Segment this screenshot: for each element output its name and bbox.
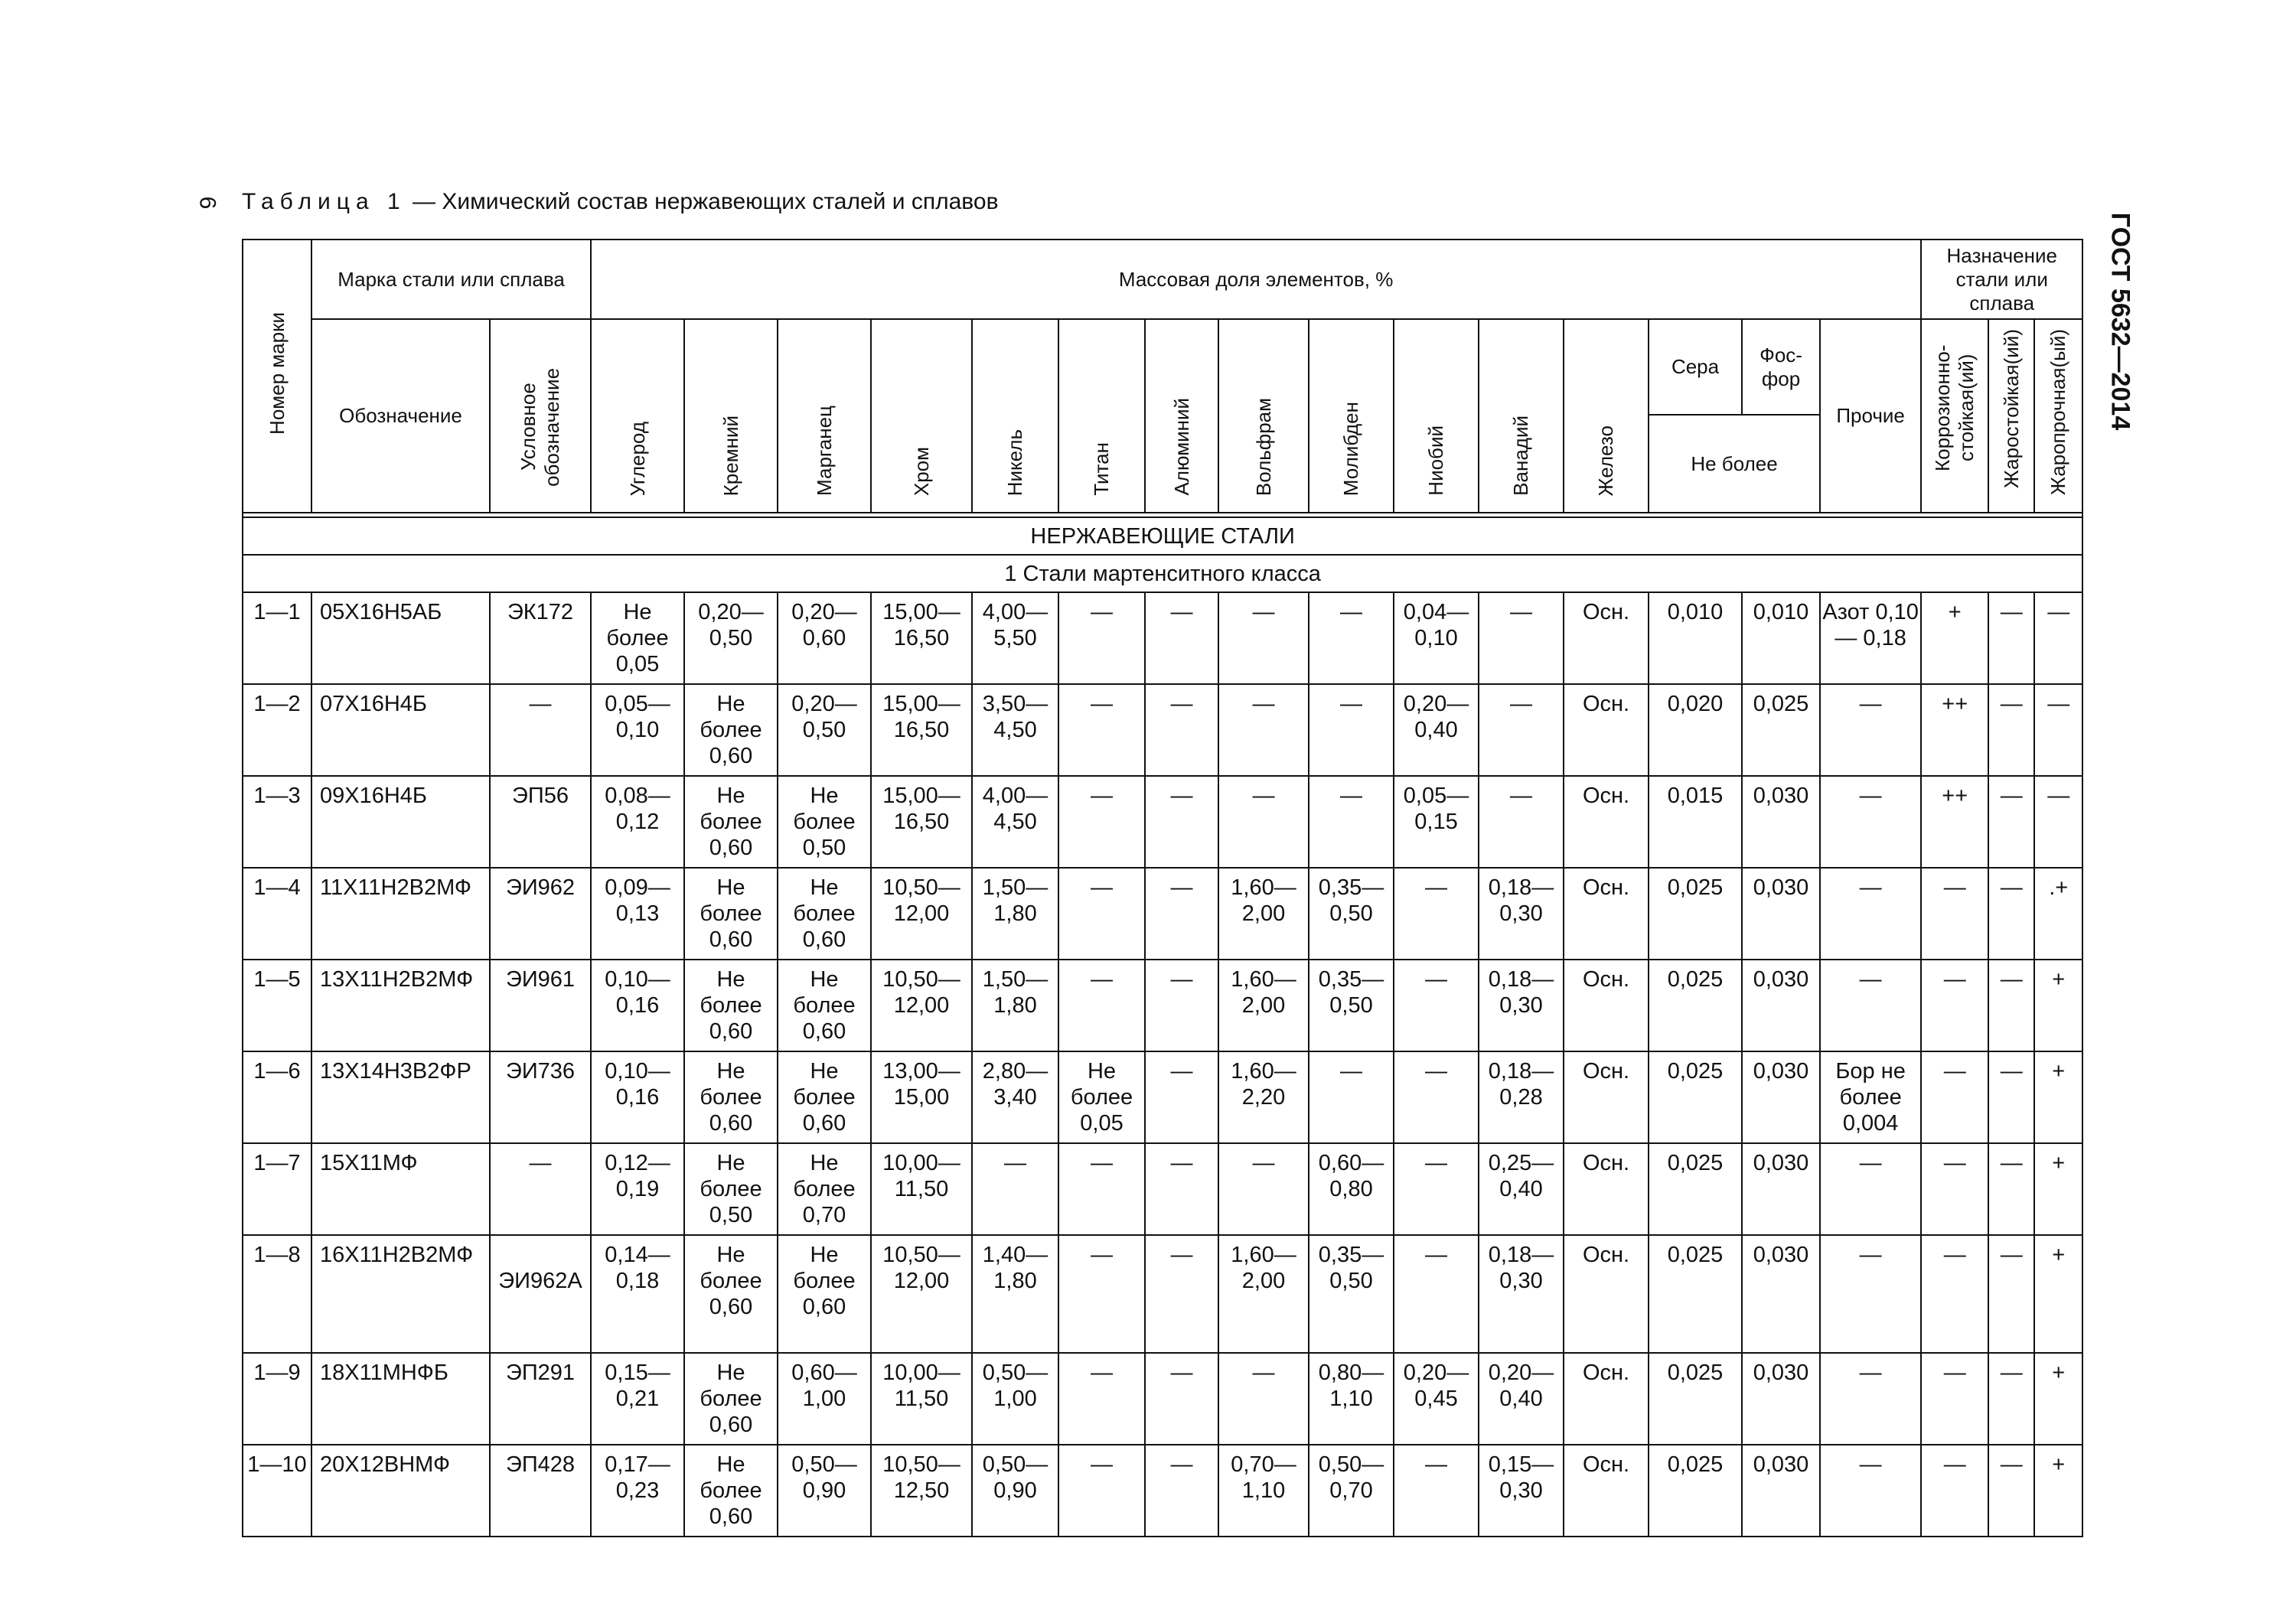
cell-phosphorus: 0,030 [1742,1143,1820,1235]
cell-sulfur: 0,025 [1649,1235,1742,1353]
cell-other: — [1820,1445,1921,1537]
header-designation: Обозначение [311,319,490,513]
cell-grade-designation: 11Х11Н2В2МФ [311,868,490,960]
cell-titanium: — [1058,960,1145,1051]
cell-heat-resistant: — [1988,592,2034,684]
cell-carbon: 0,14— 0,18 [591,1235,684,1353]
cell-vanadium: 0,18— 0,30 [1479,960,1564,1051]
cell-phosphorus: 0,030 [1742,1235,1820,1353]
header-iron: Железо [1564,319,1649,513]
header-phosphorus: Фос-фор [1742,319,1820,415]
cell-titanium: Не более 0,05 [1058,1051,1145,1143]
cell-vanadium: — [1479,592,1564,684]
header-silicon: Кремний [684,319,778,513]
header-manganese: Марганец [778,319,871,513]
cell-grade-number: 1—3 [243,776,311,868]
cell-grade-number: 1—9 [243,1353,311,1445]
cell-vanadium: 0,20— 0,40 [1479,1353,1564,1445]
cell-tungsten: — [1218,592,1309,684]
header-not-more: Не более [1649,415,1820,513]
cell-nickel: 0,50— 1,00 [972,1353,1058,1445]
cell-grade-number: 1—4 [243,868,311,960]
cell-heat-resistant: — [1988,1235,2034,1353]
cell-chromium: 10,50— 12,00 [871,960,972,1051]
header-titanium: Титан [1058,319,1145,513]
cell-grade-designation: 13Х14Н3В2ФР [311,1051,490,1143]
cell-corrosion-resistant: — [1921,1051,1988,1143]
header-sulfur: Сера [1649,319,1742,415]
header-niobium: Ниобий [1394,319,1479,513]
cell-other: — [1820,684,1921,776]
cell-sulfur: 0,025 [1649,960,1742,1051]
cell-heat-resistant: — [1988,1445,2034,1537]
cell-tungsten: 1,60— 2,00 [1218,1235,1309,1353]
cell-aluminium: — [1145,1143,1218,1235]
table-row [243,1235,2082,1353]
table-row [243,684,2082,776]
cell-other: — [1820,1143,1921,1235]
cell-niobium: 0,20— 0,45 [1394,1353,1479,1445]
cell-iron: Осн. [1564,684,1649,776]
cell-tungsten: 0,70— 1,10 [1218,1445,1309,1537]
cell-chromium: 10,50— 12,00 [871,1235,972,1353]
cell-titanium: — [1058,1445,1145,1537]
cell-nickel: 0,50— 0,90 [972,1445,1058,1537]
cell-chromium: 10,00— 11,50 [871,1353,972,1445]
cell-heat-strength: .+ [2034,868,2082,960]
header-aluminium: Алюминий [1145,319,1218,513]
cell-iron: Осн. [1564,1051,1649,1143]
caption-prefix: Таблица 1 [242,189,406,214]
cell-grade-designation: 16Х11Н2В2МФ [311,1235,490,1353]
cell-manganese: 0,20— 0,60 [778,592,871,684]
cell-manganese: 0,60— 1,00 [778,1353,871,1445]
header-other: Прочие [1820,319,1921,513]
page-number: 6 [194,196,220,210]
header-mass-fraction: Массовая доля элементов, % [591,240,1921,319]
cell-iron: Осн. [1564,776,1649,868]
cell-sulfur: 0,025 [1649,1143,1742,1235]
cell-grade-number: 1—6 [243,1051,311,1143]
cell-tungsten: 1,60— 2,20 [1218,1051,1309,1143]
cell-silicon: Не более 0,60 [684,1235,778,1353]
header-code: Условное обозначение [490,319,591,513]
cell-corrosion-resistant: — [1921,960,1988,1051]
cell-sulfur: 0,020 [1649,684,1742,776]
header-chromium: Хром [871,319,972,513]
cell-heat-strength: — [2034,684,2082,776]
header-heat-strength: Жаропрочная(ый) [2034,319,2082,513]
cell-grade-code: ЭП56 [490,776,591,868]
table-row [243,776,2082,868]
cell-niobium: — [1394,1235,1479,1353]
cell-iron: Осн. [1564,868,1649,960]
cell-tungsten: — [1218,776,1309,868]
cell-titanium: — [1058,1353,1145,1445]
cell-grade-code: ЭП428 [490,1445,591,1537]
cell-iron: Осн. [1564,1235,1649,1353]
cell-molybdenum: 0,35— 0,50 [1309,868,1394,960]
cell-vanadium: — [1479,684,1564,776]
cell-grade-designation: 07Х16Н4Б [311,684,490,776]
cell-manganese: 0,50— 0,90 [778,1445,871,1537]
cell-chromium: 10,00— 11,50 [871,1143,972,1235]
table-caption [242,189,999,215]
cell-nickel: 1,40— 1,80 [972,1235,1058,1353]
cell-carbon: 0,12— 0,19 [591,1143,684,1235]
cell-nickel: 4,00— 5,50 [972,592,1058,684]
cell-heat-strength: + [2034,1235,2082,1353]
cell-other: — [1820,1353,1921,1445]
cell-carbon: 0,10— 0,16 [591,1051,684,1143]
cell-grade-number: 1—7 [243,1143,311,1235]
cell-aluminium: — [1145,1235,1218,1353]
cell-chromium: 13,00— 15,00 [871,1051,972,1143]
cell-niobium: — [1394,1445,1479,1537]
cell-vanadium: 0,18— 0,30 [1479,868,1564,960]
cell-heat-strength: + [2034,1051,2082,1143]
cell-carbon: 0,08— 0,12 [591,776,684,868]
chemical-composition-table [242,239,2083,1537]
cell-phosphorus: 0,030 [1742,868,1820,960]
cell-chromium: 15,00— 16,50 [871,776,972,868]
cell-carbon: 0,10— 0,16 [591,960,684,1051]
cell-manganese: Не более 0,60 [778,868,871,960]
cell-grade-designation: 05Х16Н5АБ [311,592,490,684]
cell-tungsten: 1,60— 2,00 [1218,960,1309,1051]
cell-molybdenum: 0,35— 0,50 [1309,1235,1394,1353]
header-corrosion-resistant: Коррозионно-стойкая(ий) [1921,319,1988,513]
cell-silicon: Не более 0,60 [684,1353,778,1445]
cell-titanium: — [1058,1143,1145,1235]
cell-titanium: — [1058,592,1145,684]
cell-silicon: Не более 0,60 [684,960,778,1051]
table-row [243,1143,2082,1235]
cell-aluminium: — [1145,960,1218,1051]
cell-phosphorus: 0,030 [1742,1051,1820,1143]
cell-aluminium: — [1145,1353,1218,1445]
cell-manganese: Не более 0,50 [778,776,871,868]
cell-tungsten: — [1218,684,1309,776]
cell-grade-number: 1—8 [243,1235,311,1353]
cell-iron: Осн. [1564,1353,1649,1445]
cell-corrosion-resistant: — [1921,1143,1988,1235]
cell-silicon: Не более 0,60 [684,776,778,868]
cell-nickel: 1,50— 1,80 [972,868,1058,960]
cell-niobium: — [1394,960,1479,1051]
cell-phosphorus: 0,030 [1742,1445,1820,1537]
cell-silicon: Не более 0,60 [684,1445,778,1537]
cell-grade-number: 1—2 [243,684,311,776]
cell-molybdenum: — [1309,592,1394,684]
cell-heat-strength: + [2034,1445,2082,1537]
cell-heat-resistant: — [1988,776,2034,868]
cell-grade-number: 1—1 [243,592,311,684]
cell-heat-resistant: — [1988,684,2034,776]
cell-sulfur: 0,015 [1649,776,1742,868]
cell-molybdenum: — [1309,684,1394,776]
cell-heat-strength: — [2034,776,2082,868]
cell-carbon: 0,17— 0,23 [591,1445,684,1537]
cell-molybdenum: 0,50— 0,70 [1309,1445,1394,1537]
cell-grade-code: ЭК172 [490,592,591,684]
cell-manganese: Не более 0,60 [778,1051,871,1143]
cell-chromium: 15,00— 16,50 [871,592,972,684]
cell-heat-resistant: — [1988,1353,2034,1445]
cell-sulfur: 0,025 [1649,868,1742,960]
table-body [243,592,2082,1537]
cell-phosphorus: 0,025 [1742,684,1820,776]
cell-silicon: Не более 0,60 [684,1051,778,1143]
header-carbon: Углерод [591,319,684,513]
cell-grade-number: 1—10 [243,1445,311,1537]
header-nickel: Никель [972,319,1058,513]
section-title: НЕРЖАВЕЮЩИЕ СТАЛИ [243,517,2082,555]
cell-manganese: 0,20— 0,50 [778,684,871,776]
cell-grade-code: — [490,684,591,776]
cell-aluminium: — [1145,684,1218,776]
table-row [243,592,2082,684]
cell-grade-designation: 18Х11МНФБ [311,1353,490,1445]
cell-phosphorus: 0,030 [1742,960,1820,1051]
cell-corrosion-resistant: — [1921,1353,1988,1445]
cell-grade-code: ЭП291 [490,1353,591,1445]
cell-chromium: 10,50— 12,00 [871,868,972,960]
cell-grade-code: ЭИ962А [490,1235,591,1353]
cell-tungsten: — [1218,1143,1309,1235]
caption-text: — Химический состав нержавеющих сталей и сплавов [406,189,999,214]
cell-grade-designation: 13Х11Н2В2МФ [311,960,490,1051]
cell-carbon: 0,05— 0,10 [591,684,684,776]
cell-molybdenum: 0,60— 0,80 [1309,1143,1394,1235]
cell-grade-code: ЭИ736 [490,1051,591,1143]
cell-heat-strength: + [2034,1353,2082,1445]
cell-chromium: 10,50— 12,50 [871,1445,972,1537]
cell-vanadium: 0,18— 0,28 [1479,1051,1564,1143]
cell-other: — [1820,868,1921,960]
header-heat-resistant: Жаростойкая(ий) [1988,319,2034,513]
table-row [243,1051,2082,1143]
cell-molybdenum: — [1309,776,1394,868]
subsection-title: 1 Стали мартенситного класса [243,555,2082,592]
cell-niobium: 0,05— 0,15 [1394,776,1479,868]
cell-nickel: 4,00— 4,50 [972,776,1058,868]
cell-phosphorus: 0,010 [1742,592,1820,684]
cell-aluminium: — [1145,592,1218,684]
cell-molybdenum: — [1309,1051,1394,1143]
cell-titanium: — [1058,684,1145,776]
cell-grade-code: ЭИ961 [490,960,591,1051]
cell-other: — [1820,1235,1921,1353]
cell-corrosion-resistant: — [1921,1235,1988,1353]
cell-tungsten: 1,60— 2,00 [1218,868,1309,960]
cell-heat-resistant: — [1988,960,2034,1051]
cell-sulfur: 0,025 [1649,1445,1742,1537]
standard-code-label: ГОСТ 5632—2014 [2105,212,2135,431]
cell-aluminium: — [1145,776,1218,868]
cell-heat-strength: + [2034,1143,2082,1235]
cell-tungsten: — [1218,1353,1309,1445]
cell-other: — [1820,776,1921,868]
header-vanadium: Ванадий [1479,319,1564,513]
cell-nickel: — [972,1143,1058,1235]
cell-sulfur: 0,025 [1649,1353,1742,1445]
cell-silicon: Не более 0,60 [684,684,778,776]
cell-grade-code: ЭИ962 [490,868,591,960]
cell-iron: Осн. [1564,1143,1649,1235]
cell-heat-resistant: — [1988,1051,2034,1143]
cell-carbon: Не более 0,05 [591,592,684,684]
table-row [243,960,2082,1051]
cell-iron: Осн. [1564,592,1649,684]
cell-aluminium: — [1145,1051,1218,1143]
cell-other: Бор не более 0,004 [1820,1051,1921,1143]
cell-manganese: Не более 0,60 [778,960,871,1051]
cell-manganese: Не более 0,60 [778,1235,871,1353]
cell-phosphorus: 0,030 [1742,1353,1820,1445]
cell-carbon: 0,09— 0,13 [591,868,684,960]
cell-corrosion-resistant: ++ [1921,684,1988,776]
cell-grade-designation: 20Х12ВНМФ [311,1445,490,1537]
cell-molybdenum: 0,80— 1,10 [1309,1353,1394,1445]
cell-vanadium: — [1479,776,1564,868]
cell-chromium: 15,00— 16,50 [871,684,972,776]
cell-niobium: — [1394,868,1479,960]
table-row [243,1445,2082,1537]
cell-aluminium: — [1145,1445,1218,1537]
cell-grade-designation: 15Х11МФ [311,1143,490,1235]
cell-molybdenum: 0,35— 0,50 [1309,960,1394,1051]
header-purpose: Назначение стали или сплава [1921,240,2082,319]
cell-nickel: 2,80— 3,40 [972,1051,1058,1143]
cell-heat-strength: + [2034,960,2082,1051]
cell-silicon: Не более 0,60 [684,868,778,960]
cell-grade-code: — [490,1143,591,1235]
table-header [243,240,2082,592]
table-row [243,868,2082,960]
cell-titanium: — [1058,1235,1145,1353]
cell-nickel: 1,50— 1,80 [972,960,1058,1051]
cell-heat-resistant: — [1988,1143,2034,1235]
cell-other: — [1820,960,1921,1051]
cell-nickel: 3,50— 4,50 [972,684,1058,776]
cell-sulfur: 0,010 [1649,592,1742,684]
cell-titanium: — [1058,776,1145,868]
cell-iron: Осн. [1564,1445,1649,1537]
cell-grade-designation: 09Х16Н4Б [311,776,490,868]
header-grade-number: Номер марки [243,240,311,513]
cell-vanadium: 0,25— 0,40 [1479,1143,1564,1235]
cell-silicon: 0,20— 0,50 [684,592,778,684]
cell-niobium: 0,04— 0,10 [1394,592,1479,684]
cell-niobium: — [1394,1143,1479,1235]
cell-aluminium: — [1145,868,1218,960]
cell-titanium: — [1058,868,1145,960]
cell-corrosion-resistant: — [1921,868,1988,960]
cell-heat-strength: — [2034,592,2082,684]
cell-manganese: Не более 0,70 [778,1143,871,1235]
standard-code [2101,191,2139,451]
cell-corrosion-resistant: ++ [1921,776,1988,868]
cell-vanadium: 0,15— 0,30 [1479,1445,1564,1537]
cell-grade-number: 1—5 [243,960,311,1051]
cell-corrosion-resistant: — [1921,1445,1988,1537]
cell-phosphorus: 0,030 [1742,776,1820,868]
header-grade-group: Марка стали или сплава [311,240,591,319]
cell-silicon: Не более 0,50 [684,1143,778,1235]
header-molybdenum: Молибден [1309,319,1394,513]
cell-other: Азот 0,10— 0,18 [1820,592,1921,684]
cell-niobium: — [1394,1051,1479,1143]
cell-carbon: 0,15— 0,21 [591,1353,684,1445]
header-tungsten: Вольфрам [1218,319,1309,513]
cell-sulfur: 0,025 [1649,1051,1742,1143]
table-row [243,1353,2082,1445]
cell-vanadium: 0,18— 0,30 [1479,1235,1564,1353]
cell-corrosion-resistant: + [1921,592,1988,684]
cell-iron: Осн. [1564,960,1649,1051]
cell-niobium: 0,20— 0,40 [1394,684,1479,776]
cell-heat-resistant: — [1988,868,2034,960]
